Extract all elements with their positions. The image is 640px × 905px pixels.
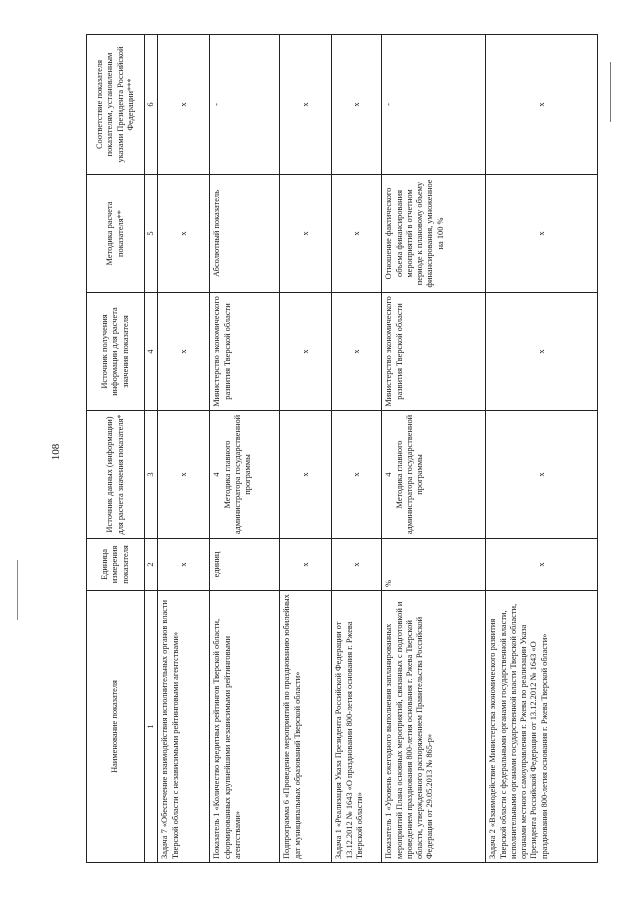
- column-number: 5: [145, 175, 158, 293]
- indicator-name: Подпрограмма 6 «Проведение мероприятий по празднованию юбилейных дат муниципальных образований Тверской области»: [280, 591, 332, 863]
- table-row: [486, 35, 598, 863]
- unit-cell: %: [382, 539, 486, 591]
- method-cell: х: [158, 175, 210, 293]
- source-cell: [210, 411, 280, 539]
- table-row: [158, 35, 210, 863]
- method-cell: х: [332, 175, 382, 293]
- column-number: 1: [145, 591, 158, 863]
- source-cell: [382, 411, 486, 539]
- column-ref-number: 4: [384, 472, 394, 477]
- method-cell: Абсолютный показатель: [210, 175, 280, 293]
- column-header-method: Методика расчета показателя**: [87, 175, 145, 293]
- compliance-cell: -: [210, 35, 280, 175]
- scan-margin-line: [17, 560, 18, 620]
- column-number: 4: [145, 293, 158, 411]
- column-number: 3: [145, 411, 158, 539]
- indicator-name: Показатель 1 «Уровень ежегодного выполнения запланированных мероприятий Плана основных мероприятий, связанных с подготовкой и проведением празднования 800-летия основания г. Ржева Тверской области, утвержденного распоряжением Правительства Российской Федерации от 29.05.2013 № 865-р»: [382, 591, 486, 863]
- obtain-cell: Министерство экономического развития Тверской области: [210, 293, 280, 411]
- unit-cell: х: [158, 539, 210, 591]
- obtain-cell: х: [158, 293, 210, 411]
- column-header-source: Источник данных (информации) для расчета значения показателя*: [87, 411, 145, 539]
- source-cell: х: [486, 411, 598, 539]
- method-cell: х: [280, 175, 332, 293]
- indicator-name: Задача 1 «Реализация Указа Президента Российской Федерации от 13.12.2012 № 1643 «О праздновании 800-летия основания г. Ржева Тверской области»: [332, 591, 382, 863]
- table-row: [280, 35, 332, 863]
- obtain-cell: х: [332, 293, 382, 411]
- compliance-cell: х: [332, 35, 382, 175]
- unit-cell: х: [486, 539, 598, 591]
- compliance-cell: х: [486, 35, 598, 175]
- column-header-compliance: Соответствие показателя показателям, установленным указами Президента Российской Федерации***: [87, 35, 145, 175]
- compliance-cell: х: [158, 35, 210, 175]
- unit-cell: единиц: [210, 539, 280, 591]
- scan-margin-line: [610, 62, 611, 122]
- table-row: [332, 35, 382, 863]
- source-text: Методика главного администратора государственной программы: [394, 414, 424, 535]
- column-number: 2: [145, 539, 158, 591]
- unit-cell: х: [280, 539, 332, 591]
- column-header-name: Наименование показателя: [87, 591, 145, 863]
- indicator-name: Задача 2 «Взаимодействие Министерства экономического развития Тверской области с федеральными органами государственной власти, исполнительными органами государственной власти Тверской области, органами местного самоуправления г. Ржева по реализации Указа Президента Российской Федерации от 13.12.2012 № 1643 «О праздновании 800-летия основания г. Ржева Тверской области»: [486, 591, 598, 863]
- compliance-cell: -: [382, 35, 486, 175]
- column-ref-number: 4: [212, 472, 222, 477]
- indicator-name: Задача 7 «Обеспечение взаимодействия исполнительных органов власти Тверской области с независимыми рейтинговыми агентствами»: [158, 591, 210, 863]
- indicators-table: [86, 34, 598, 863]
- compliance-cell: х: [280, 35, 332, 175]
- table-row: [210, 35, 280, 863]
- obtain-cell: Министерство экономического развития Тверской области: [382, 293, 486, 411]
- source-cell: х: [158, 411, 210, 539]
- rotated-table-container: [86, 35, 549, 863]
- page-number: 108: [50, 443, 62, 461]
- column-number: 6: [145, 35, 158, 175]
- column-header-obtain: Источник получения информации для расчета значения показателя: [87, 293, 145, 411]
- column-header-unit: Единица измерения показателя: [87, 539, 145, 591]
- indicator-name: Показатель 1 «Количество кредитных рейтингов Тверской области, сформированных крупнейшими независимыми рейтинговыми агентствами»: [210, 591, 280, 863]
- obtain-cell: х: [486, 293, 598, 411]
- source-cell: х: [332, 411, 382, 539]
- source-cell: х: [280, 411, 332, 539]
- method-cell: Отношение фактического объема финансирования мероприятий в отчетном периоде к плановому объему финансирования, умноженное на 100 %: [382, 175, 486, 293]
- unit-cell: х: [332, 539, 382, 591]
- method-cell: х: [486, 175, 598, 293]
- obtain-cell: х: [280, 293, 332, 411]
- source-text: Методика главного администратора государственной программы: [222, 414, 252, 535]
- table-row: [382, 35, 486, 863]
